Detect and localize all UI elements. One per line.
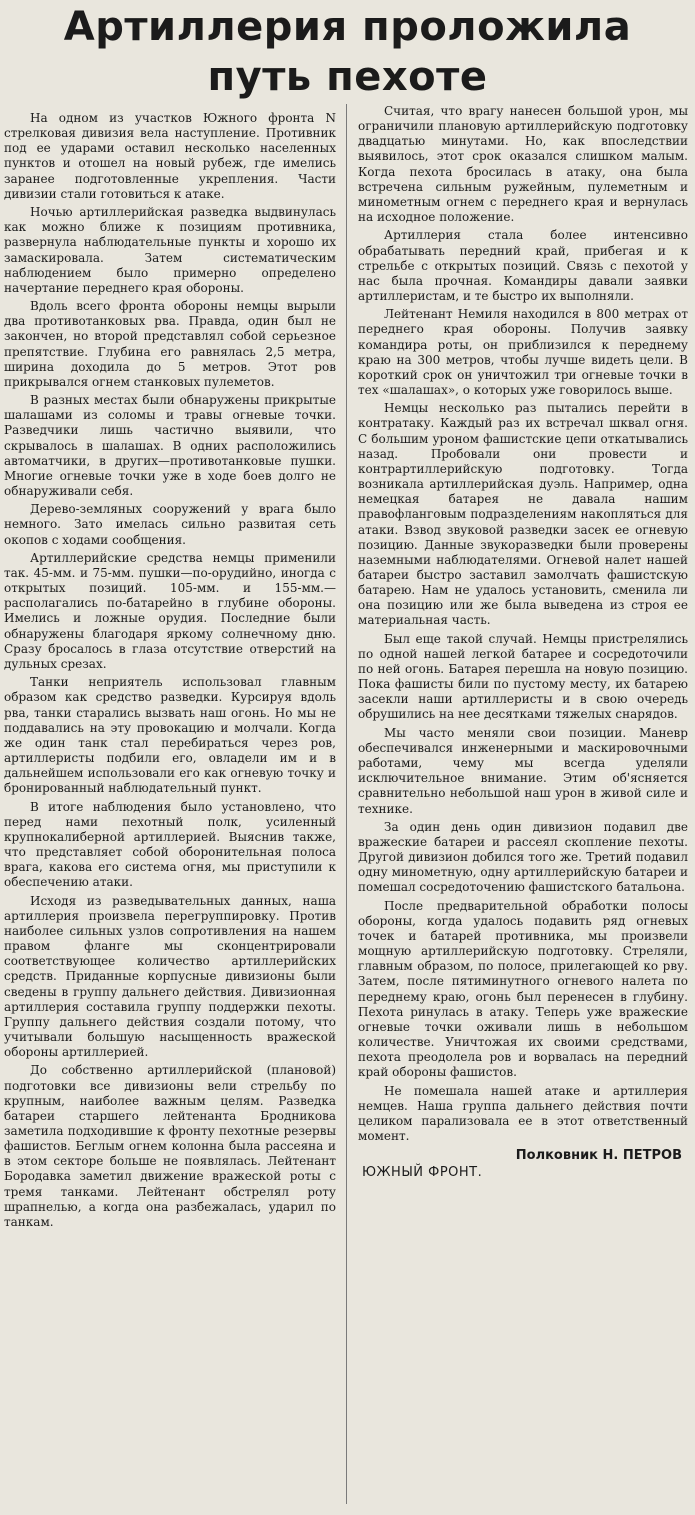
paragraph: Вдоль всего фронта обороны немцы вырыли два противотанковых рва. Правда, один был не закончен, но второй представлял собой серьезное препятствие. Глубина его равнялась 2,5 метра, ширина доходила до 5 метров. Этот ров прикрывался огнем станковых пулеметов. <box>4 299 336 389</box>
paragraph: Дерево-земляных сооружений у врага было немного. Зато имелась сильно развитая сеть окопов с ходами сообщения. <box>4 502 336 547</box>
paragraph: После предварительной обработки полосы обороны, когда удалось подавить ряд огневых точек и батарей противника, мы произвели мощную артиллерийскую подготовку. Стреляли, главным образом, по полосе, прилегающей ко рву. Затем, после пятиминутного огневого налета по переднему краю, огонь был перенесен в глубину. Пехота ринулась в атаку. Теперь уже вражеские огневые точки оживали лишь в небольшом количестве. Уничтожая их своими средствами, пехота преодолела ров и ворвалась на передний край обороны фашистов. <box>358 898 688 1080</box>
dateline: ЮЖНЫЙ ФРОНТ. <box>362 1165 483 1181</box>
paragraph: На одном из участков Южного фронта N стрелковая дивизия вела наступление. Противник под ее ударами оставил несколько населенных пунктов и отошел на новый рубеж, где имелись заранее подготовленные укрепления. Части дивизии стали готовиться к атаке. <box>4 111 336 201</box>
paragraph: Исходя из разведывательных данных, наша артиллерия произвела перегруппировку. Против наиболее сильных узлов сопротивления на нашем правом фланге мы сконцентрировали соответствующее количество артиллерийских средств. Приданные корпусные дивизионы были сведены в группу дальнего действия. Дивизионная артиллерия составила группу поддержки пехоты. Группу дальнего действия создали потому, что учитывали большую насыщенность вражеской обороны артиллерией. <box>4 893 336 1060</box>
paragraph: В итоге наблюдения было установлено, что перед нами пехотный полк, усиленный крупнокалиберной артиллерией. Выяснив также, что представляет собой оборонительная полоса врага, какова его система огня, мы приступили к обеспечению атаки. <box>4 799 336 890</box>
paragraph: Ночью артиллерийская разведка выдвинулась как можно ближе к позициям противника, развернула наблюдательные пункты и хорошо их замаскировала. Затем систематическим наблюдением было примерно определено начертание переднего края обороны. <box>4 205 336 295</box>
article-headline <box>0 2 695 102</box>
paragraph: В разных местах были обнаружены прикрытые шалашами из соломы и травы огневые точки. Разведчики лишь частично выявили, что скрывалось в шалашах. В одних расположились автоматчики, в других—противотанковые пушки. Многие огневые точки уже в ходе боев долго не обнаруживали себя. <box>4 393 336 499</box>
paragraph: Немцы несколько раз пытались перейти в контратаку. Каждый раз их встречал шквал огня. С большим уроном фашистские цепи откатывались назад. Пробовали они провести и контрартиллерийскую подготовку. Тогда возникала артиллерийская дуэль. Например, одна немецкая батарея не давала нашим правофланговым подразделениям накопляться для атаки. Взвод звуковой разведки засек ее огневую позицию. Данные звукоразведки были проверены наземными наблюдателями. Огневой налет нашей батареи быстро заставил замолчать фашистскую батарею. Нам не удалось установить, сменила ли она позицию или же была выведена из строя ее материальная часть. <box>358 401 688 628</box>
paragraph: Артиллерийские средства немцы применили так. 45-мм. и 75-мм. пушки—по-орудийно, иногда с открытых позиций. 105-мм. и 155-мм.—располагались по-батарейно в глубине обороны. Имелись и ложные орудия. Последние были обнаружены благодаря яркому солнечному дню. Сразу бросалось в глаза отсутствие отверстий на дульных срезах. <box>4 550 336 671</box>
paragraph: Не помешала нашей атаке и артиллерия немцев. Наша группа дальнего действия почти целиком парализовала ее в этот ответственный момент. <box>358 1083 688 1144</box>
column-divider <box>346 104 347 1504</box>
paragraph: Мы часто меняли свои позиции. Маневр обеспечивался инженерными и маскировочными работами, чему мы всегда уделяли исключительное внимание. Этим об'ясняется сравнительно небольшой наш урон в живой силе и технике. <box>358 725 688 816</box>
headline-line-1: Артиллерия проложила <box>63 4 632 50</box>
right-column <box>358 104 688 1181</box>
paragraph: Был еще такой случай. Немцы пристрелялись по одной нашей легкой батарее и сосредоточили по ней огонь. Батарея перешла на новую позицию. Пока фашисты били по пустому месту, их батарею засекли наши артиллеристы и в свою очередь обрушились на нее десятками тяжелых снарядов. <box>358 631 688 722</box>
paragraph: Артиллерия стала более интенсивно обрабатывать передний край, прибегая и к стрельбе с открытых позиций. Связь с пехотой у нас была прочная. Командиры давали заявки артиллеристам, и те быстро их выполняли. <box>358 228 688 303</box>
left-column <box>4 111 336 1233</box>
paragraph: За один день один дивизион подавил две вражеские батареи и рассеял скопление пехоты. Другой дивизион добился того же. Третий подавил одну минометную, одну артиллерийскую батареи и помешал сосредоточению фашистского батальона. <box>358 819 688 895</box>
paragraph: Считая, что врагу нанесен большой урон, мы ограничили плановую артиллерийскую подготовку двадцатью минутами. Но, как впоследствии выявилось, этот срок оказался слишком малым. Когда пехота бросилась в атаку, она была встречена сильным ружейным, пулеметным и минометным огнем с переднего края и вернулась на исходное положение. <box>358 104 688 225</box>
paragraph: Лейтенант Немиля находился в 800 метрах от переднего края обороны. Получив заявку командира роты, он приблизился к переднему краю на 300 метров, чтобы лучше видеть цели. В короткий срок он уничтожил три огневые точки в тех «шалашах», о которых уже говорилось выше. <box>358 307 688 397</box>
author-signature: Полковник Н. ПЕТРОВ <box>515 1148 682 1164</box>
paragraph: До собственно артиллерийской (плановой) подготовки все дивизионы вели стрельбу по крупным, наиболее важным целям. Разведка батареи старшего лейтенанта Бродникова заметила подходившие к фронту пехотные резервы фашистов. Беглым огнем колонна была рассеяна и в этом секторе больше не появлялась. Лейтенант Бородавка заметил движение вражеской роты с тремя танками. Лейтенант обстрелял роту шрапнелью, а когда она разбежалась, ударил по танкам. <box>4 1063 336 1229</box>
headline-line-2: путь пехоте <box>207 54 488 100</box>
paragraph: Танки неприятель использовал главным образом как средство разведки. Курсируя вдоль рва, танки старались вызвать наш огонь. Но мы не поддавались на эту провокацию и молчали. Когда же один танк стал перебираться через ров, артиллеристы подбили его, овладели им и в дальнейшем использовали его как огневую точку и бронированный наблюдательный пункт. <box>4 675 336 796</box>
